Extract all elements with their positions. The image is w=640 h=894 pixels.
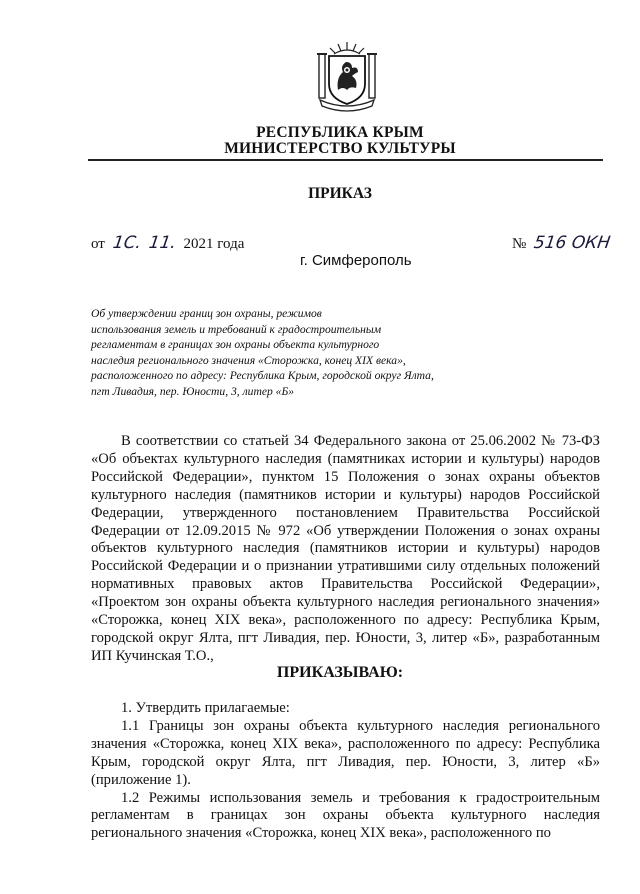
subject-line: регламентам в границах зон охраны объекта культурного bbox=[91, 338, 380, 352]
date-prefix: от bbox=[91, 236, 105, 252]
order-item-1-1: 1.1 Границы зон охраны объекта культурного наследия регионального значения «Сторожка, конец XIX века», расположенного по адресу: Республика Крым, городской округ Ялта, пгт Ливадия, пер. Юности, 3, литер «Б» (приложение 1). bbox=[91, 717, 600, 788]
order-heading: ПРИКАЗЫВАЮ: bbox=[276, 664, 404, 681]
handwritten-number: 516 ОКН bbox=[532, 233, 612, 253]
number-prefix: № bbox=[512, 236, 527, 252]
subject-line: использования земель и требований к градостроительным bbox=[91, 322, 382, 336]
header-divider bbox=[88, 159, 603, 161]
subject-line: Об утверждении границ зон охраны, режимов bbox=[91, 307, 322, 320]
header-republic: РЕСПУБЛИКА КРЫМ bbox=[256, 124, 424, 141]
document-date bbox=[91, 233, 244, 253]
subject-line: наследия регионального значения «Сторожка, конец XIX века», bbox=[91, 353, 406, 367]
preamble-paragraph: В соответствии со статьей 34 Федерального закона от 25.06.2002 № 73-ФЗ «Об объектах культурного наследия (памятниках истории и культуры) народов Российской Федерации», пунктом 15 Положения о зонах охраны объектов культурного наследия (памятников истории и культуры) народов Российской Федерации, утвержденного постановлением Правительства Российской Федерации от 12.09.2015 № 972 «Об утверждении Положения о зонах охраны объектов культурного наследия (памятников истории и культуры) народов Российской Федерации и о признании утратившими силу отдельных положений нормативных правовых актов Правительства Российской Федерации», «Проектом зон охраны объекта культурного наследия регионального значения» «Сторожка, конец XIX века», расположенного по адресу: Республика Крым, городской округ Ялта, пгт Ливадия, пер. Юности, 3, литер «Б», разработанным ИП Кучинская Т.О., bbox=[91, 433, 600, 664]
handwritten-month: 11. bbox=[147, 233, 178, 253]
crimea-coat-of-arms-icon bbox=[316, 40, 378, 112]
document-number bbox=[512, 233, 614, 253]
document-city: г. Симферополь bbox=[300, 252, 412, 269]
preamble-section bbox=[91, 433, 600, 666]
document-subject bbox=[91, 306, 451, 400]
document-type-title: ПРИКАЗ bbox=[308, 185, 372, 202]
date-year: 2021 года bbox=[183, 236, 245, 252]
order-item-1: 1. Утвердить прилагаемые: bbox=[121, 700, 290, 716]
handwritten-day: 1С. bbox=[111, 233, 143, 253]
subject-line: расположенного по адресу: Республика Крым, городской округ Ялта, bbox=[91, 369, 434, 383]
order-items bbox=[91, 700, 600, 843]
order-item-1-2: 1.2 Режимы использования земель и требования к градостроительным регламентам в границах зон охраны объекта культурного наследия регионального значения «Сторожка, конец XIX века», расположенного по bbox=[91, 789, 600, 842]
subject-line: пгт Ливадия, пер. Юности, 3, литер «Б» bbox=[91, 384, 295, 398]
header-ministry: МИНИСТЕРСТВО КУЛЬТУРЫ bbox=[224, 140, 456, 157]
